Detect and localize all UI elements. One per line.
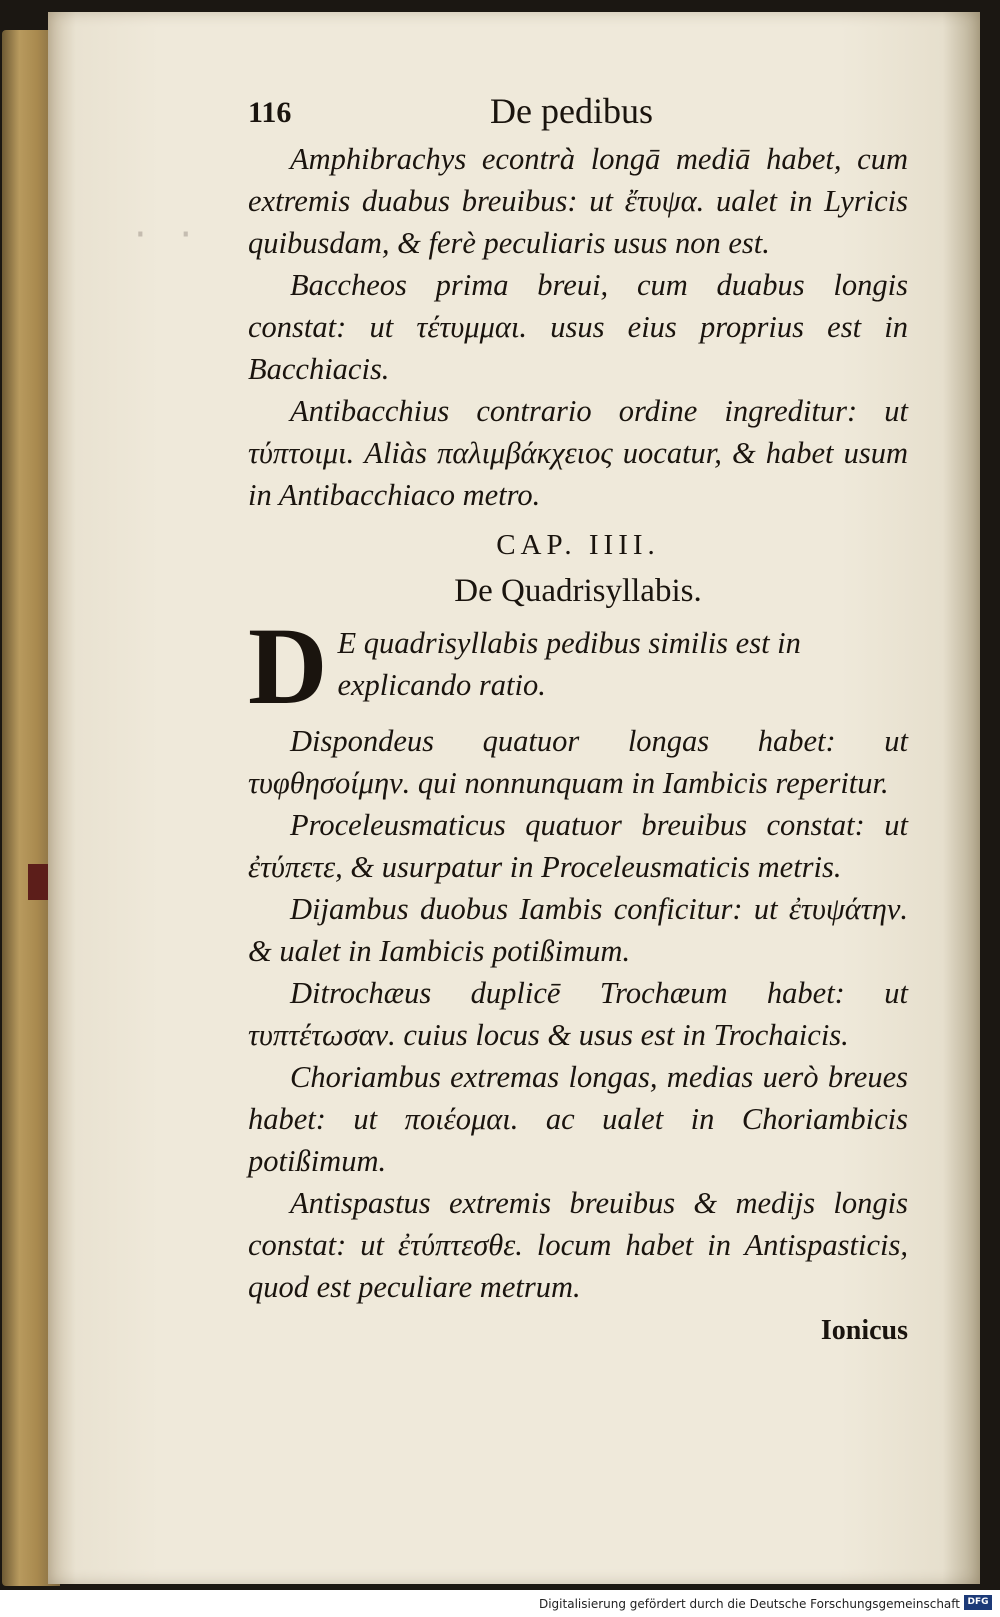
page-number: 116 bbox=[248, 96, 292, 129]
footer-credit: Digitalisierung gefördert durch die Deutsche Forschungsgemeinschaft bbox=[538, 1597, 960, 1611]
chapter-heading: CAP. IIII. bbox=[496, 529, 660, 561]
chapter-title: De Quadrisyllabis. bbox=[454, 573, 702, 609]
paragraph-baccheos: Baccheos prima breui, cum duabus longis constat: ut τέτυμμαι. usus eius proprius est in Bacchiacis. bbox=[248, 268, 908, 386]
paragraph-choriambus: Choriambus extremas longas, medias uerò breues habet: ut ποιέομαι. ac ualet in Choriambicis potißimum. bbox=[248, 1060, 908, 1178]
paragraph-antispastus: Antispastus extremis breuibus & medijs longis constat: ut ἐτύπτεσθε. locum habet in Antispasticis, quod est peculiare metrum. bbox=[248, 1186, 908, 1304]
paragraph-ditrochaeus: Ditrochæus duplicē Trochæum habet: ut τυπτέτωσαν. cuius locus & usus est in Trochaicis. bbox=[248, 976, 908, 1052]
paragraph-proceleusmaticus: Proceleusmaticus quatuor breuibus constat: ut ἐτύπετε, & usurpatur in Proceleusmaticis metris. bbox=[248, 808, 908, 884]
paragraph-dijambus: Dijambus duobus Iambis conficitur: ut ἐτυψάτην. & ualet in Iambicis potißimum. bbox=[248, 892, 908, 968]
running-title: De pedibus bbox=[490, 91, 653, 131]
page-text bbox=[248, 92, 908, 1352]
initial-paragraph bbox=[248, 605, 908, 727]
catchword: Ionicus bbox=[820, 1315, 908, 1346]
paragraph-antibacchius: Antibacchius contrario ordine ingreditur: ut τύπτοιμι. Aliàs παλιμβάκχειος uocatur, & habet usum in Antibacchiaco metro. bbox=[248, 394, 908, 512]
page-header bbox=[248, 92, 908, 136]
dfg-logo: DFG bbox=[964, 1595, 992, 1610]
paragraph-dispondeus: Dispondeus quatuor longas habet: ut τυφθησοίμην. qui nonnunquam in Iambicis reperitur. bbox=[248, 724, 908, 800]
drop-cap-initial: D bbox=[248, 605, 328, 727]
paragraph-amphibrachys: Amphibrachys econtrà longā mediā habet, cum extremis duabus breuibus: ut ἔτυψα. ualet in Lyricis quibusdam, & ferè peculiaris usus non est. bbox=[248, 142, 908, 260]
pencil-marking: · · bbox=[134, 212, 203, 258]
digitization-footer bbox=[0, 1590, 1000, 1617]
initial-paragraph-text: E quadrisyllabis pedibus similis est in explicando ratio. bbox=[337, 626, 801, 702]
